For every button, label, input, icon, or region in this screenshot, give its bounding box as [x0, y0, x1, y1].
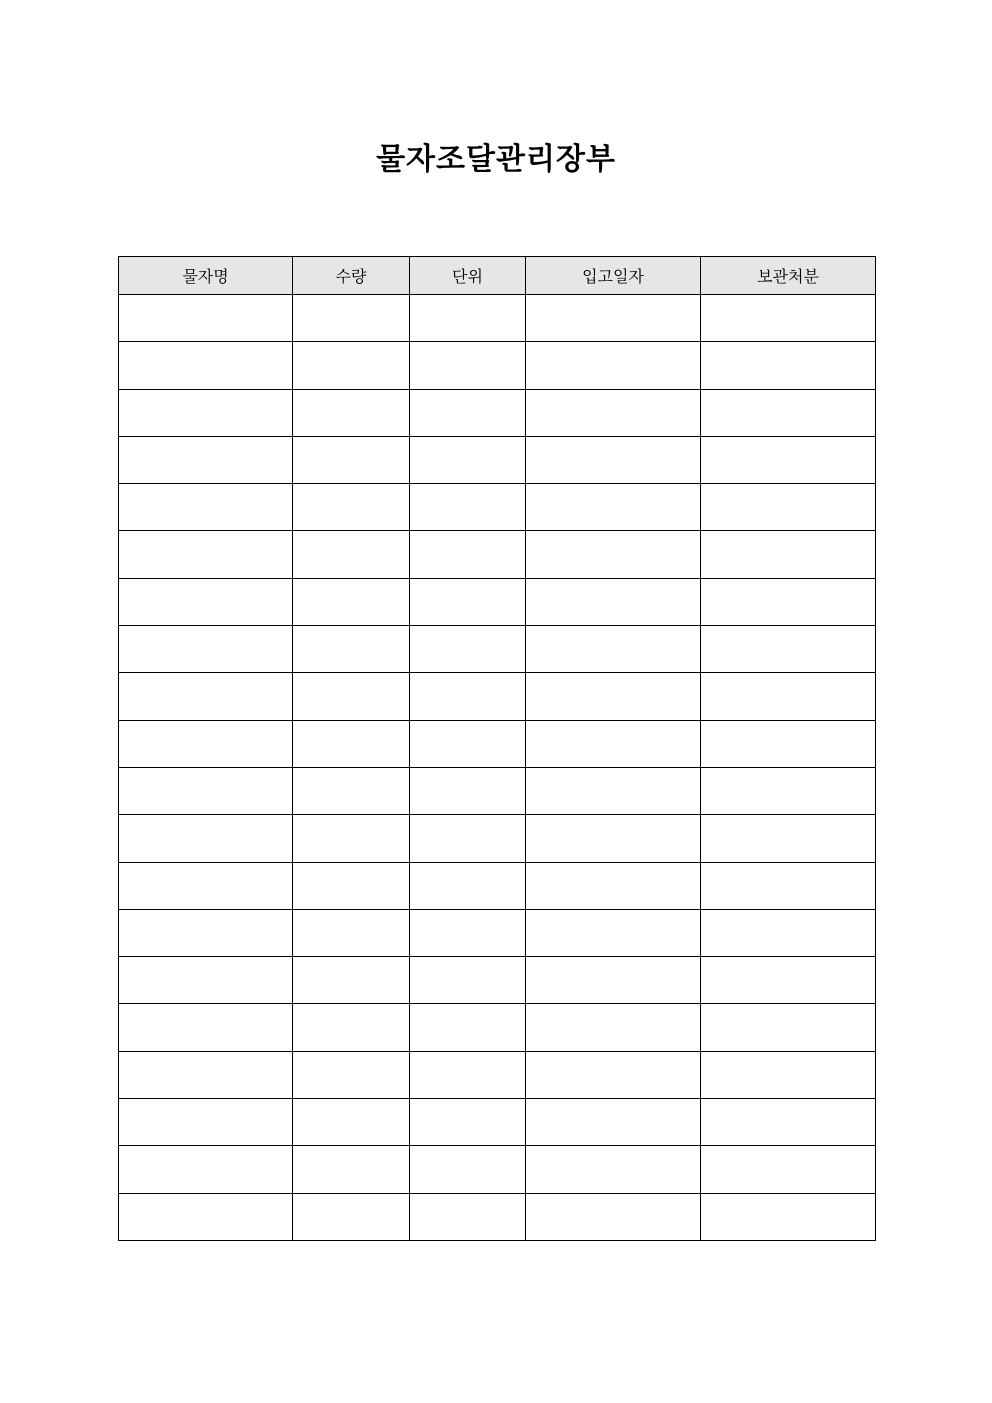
cell-storage-disposal[interactable] [701, 1193, 876, 1240]
cell-unit[interactable] [410, 1099, 526, 1146]
cell-unit[interactable] [410, 295, 526, 342]
header-receipt-date: 입고일자 [526, 257, 701, 295]
cell-receipt-date[interactable] [526, 767, 701, 814]
cell-item-name[interactable] [119, 767, 293, 814]
cell-item-name[interactable] [119, 1146, 293, 1193]
cell-quantity[interactable] [293, 957, 410, 1004]
table-row [119, 1099, 876, 1146]
cell-item-name[interactable] [119, 626, 293, 673]
header-unit: 단위 [410, 257, 526, 295]
cell-item-name[interactable] [119, 1099, 293, 1146]
table-row [119, 484, 876, 531]
cell-quantity[interactable] [293, 484, 410, 531]
cell-unit[interactable] [410, 957, 526, 1004]
table-row [119, 767, 876, 814]
cell-receipt-date[interactable] [526, 484, 701, 531]
cell-unit[interactable] [410, 673, 526, 720]
cell-receipt-date[interactable] [526, 342, 701, 389]
cell-quantity[interactable] [293, 1146, 410, 1193]
cell-storage-disposal[interactable] [701, 578, 876, 625]
cell-quantity[interactable] [293, 815, 410, 862]
cell-storage-disposal[interactable] [701, 957, 876, 1004]
cell-storage-disposal[interactable] [701, 626, 876, 673]
cell-storage-disposal[interactable] [701, 342, 876, 389]
cell-quantity[interactable] [293, 1193, 410, 1240]
cell-quantity[interactable] [293, 1051, 410, 1098]
cell-item-name[interactable] [119, 295, 293, 342]
table-row [119, 1051, 876, 1098]
table-row [119, 673, 876, 720]
cell-quantity[interactable] [293, 626, 410, 673]
cell-receipt-date[interactable] [526, 862, 701, 909]
table-header-row [119, 257, 876, 295]
cell-receipt-date[interactable] [526, 1004, 701, 1051]
cell-quantity[interactable] [293, 531, 410, 578]
cell-receipt-date[interactable] [526, 389, 701, 436]
table-row [119, 578, 876, 625]
table-row [119, 295, 876, 342]
cell-storage-disposal[interactable] [701, 436, 876, 483]
cell-receipt-date[interactable] [526, 909, 701, 956]
cell-storage-disposal[interactable] [701, 862, 876, 909]
header-storage-disposal: 보관처분 [701, 257, 876, 295]
table-row [119, 1193, 876, 1240]
cell-quantity[interactable] [293, 862, 410, 909]
cell-unit[interactable] [410, 342, 526, 389]
cell-item-name[interactable] [119, 862, 293, 909]
cell-item-name[interactable] [119, 484, 293, 531]
cell-receipt-date[interactable] [526, 815, 701, 862]
cell-unit[interactable] [410, 626, 526, 673]
cell-storage-disposal[interactable] [701, 295, 876, 342]
cell-item-name[interactable] [119, 957, 293, 1004]
supply-ledger-table [118, 256, 876, 1241]
table-row [119, 531, 876, 578]
table-row [119, 720, 876, 767]
table-row [119, 626, 876, 673]
cell-quantity[interactable] [293, 1004, 410, 1051]
cell-quantity[interactable] [293, 578, 410, 625]
document-title: 물자조달관리장부 [376, 142, 616, 177]
cell-item-name[interactable] [119, 720, 293, 767]
cell-receipt-date[interactable] [526, 626, 701, 673]
table-row [119, 957, 876, 1004]
cell-unit[interactable] [410, 389, 526, 436]
cell-item-name[interactable] [119, 909, 293, 956]
cell-storage-disposal[interactable] [701, 389, 876, 436]
cell-quantity[interactable] [293, 342, 410, 389]
cell-item-name[interactable] [119, 1193, 293, 1240]
cell-unit[interactable] [410, 1146, 526, 1193]
cell-unit[interactable] [410, 484, 526, 531]
cell-receipt-date[interactable] [526, 673, 701, 720]
cell-unit[interactable] [410, 578, 526, 625]
cell-storage-disposal[interactable] [701, 1051, 876, 1098]
cell-item-name[interactable] [119, 578, 293, 625]
cell-item-name[interactable] [119, 1004, 293, 1051]
table-row [119, 389, 876, 436]
cell-unit[interactable] [410, 1004, 526, 1051]
cell-unit[interactable] [410, 531, 526, 578]
cell-receipt-date[interactable] [526, 531, 701, 578]
cell-storage-disposal[interactable] [701, 1004, 876, 1051]
cell-item-name[interactable] [119, 531, 293, 578]
table-row [119, 1004, 876, 1051]
cell-storage-disposal[interactable] [701, 720, 876, 767]
cell-item-name[interactable] [119, 436, 293, 483]
cell-receipt-date[interactable] [526, 957, 701, 1004]
cell-unit[interactable] [410, 862, 526, 909]
cell-receipt-date[interactable] [526, 720, 701, 767]
cell-storage-disposal[interactable] [701, 767, 876, 814]
cell-quantity[interactable] [293, 673, 410, 720]
table-body [119, 295, 876, 1241]
cell-receipt-date[interactable] [526, 1193, 701, 1240]
table-row [119, 862, 876, 909]
cell-storage-disposal[interactable] [701, 673, 876, 720]
cell-quantity[interactable] [293, 720, 410, 767]
cell-item-name[interactable] [119, 673, 293, 720]
cell-receipt-date[interactable] [526, 1146, 701, 1193]
cell-unit[interactable] [410, 767, 526, 814]
cell-receipt-date[interactable] [526, 436, 701, 483]
cell-unit[interactable] [410, 436, 526, 483]
cell-quantity[interactable] [293, 1099, 410, 1146]
cell-quantity[interactable] [293, 389, 410, 436]
cell-quantity[interactable] [293, 767, 410, 814]
cell-storage-disposal[interactable] [701, 531, 876, 578]
cell-storage-disposal[interactable] [701, 815, 876, 862]
cell-quantity[interactable] [293, 295, 410, 342]
cell-storage-disposal[interactable] [701, 909, 876, 956]
cell-unit[interactable] [410, 815, 526, 862]
header-item-name: 물자명 [119, 257, 293, 295]
cell-receipt-date[interactable] [526, 578, 701, 625]
cell-storage-disposal[interactable] [701, 1099, 876, 1146]
table-row [119, 815, 876, 862]
cell-unit[interactable] [410, 1051, 526, 1098]
cell-unit[interactable] [410, 720, 526, 767]
header-quantity: 수량 [293, 257, 410, 295]
table-row [119, 909, 876, 956]
cell-receipt-date[interactable] [526, 1051, 701, 1098]
cell-storage-disposal[interactable] [701, 1146, 876, 1193]
cell-storage-disposal[interactable] [701, 484, 876, 531]
cell-item-name[interactable] [119, 815, 293, 862]
table-row [119, 436, 876, 483]
cell-receipt-date[interactable] [526, 1099, 701, 1146]
table-row [119, 1146, 876, 1193]
cell-unit[interactable] [410, 909, 526, 956]
cell-quantity[interactable] [293, 436, 410, 483]
cell-item-name[interactable] [119, 1051, 293, 1098]
cell-unit[interactable] [410, 1193, 526, 1240]
cell-item-name[interactable] [119, 389, 293, 436]
cell-item-name[interactable] [119, 342, 293, 389]
cell-receipt-date[interactable] [526, 295, 701, 342]
table-row [119, 342, 876, 389]
cell-quantity[interactable] [293, 909, 410, 956]
